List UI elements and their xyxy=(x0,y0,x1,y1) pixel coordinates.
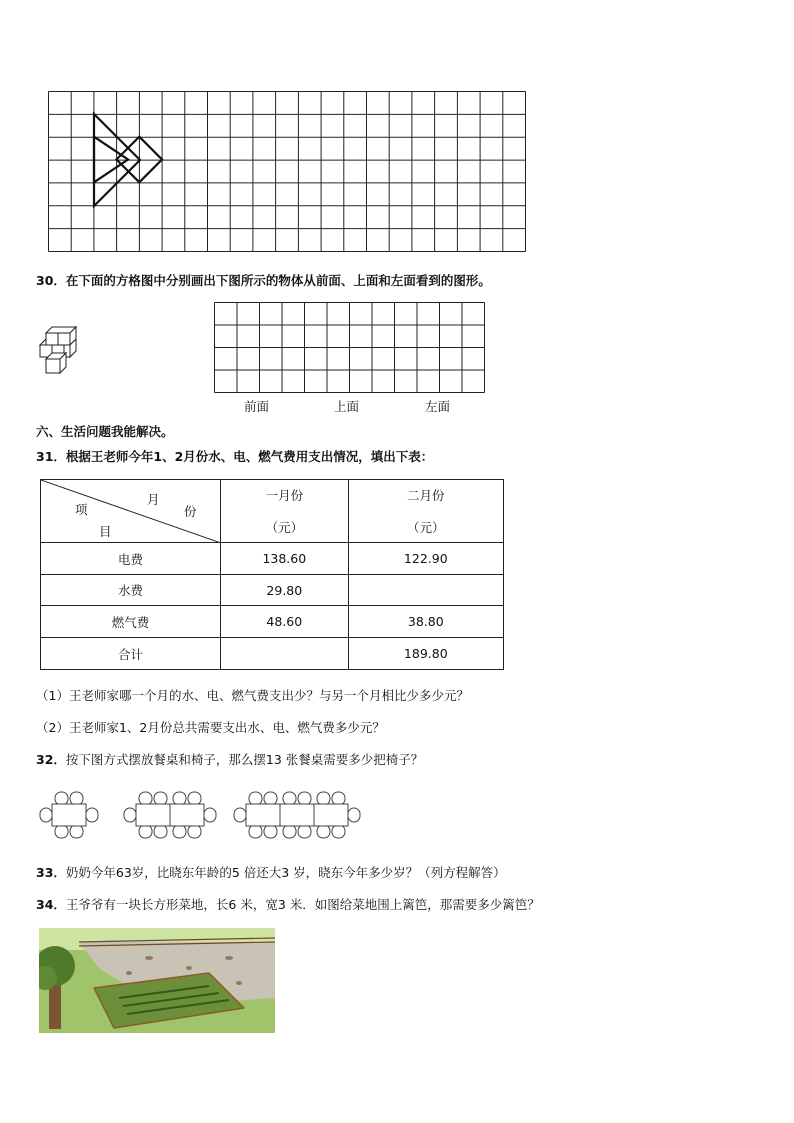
question-34: 34．王爷爷有一块长方形菜地，长6 米，宽3 米．如图给菜地围上篱笆，那需要多少篱笆？ xyxy=(36,897,540,912)
cell-jan xyxy=(221,638,349,670)
chair xyxy=(283,825,296,838)
table-row xyxy=(41,606,504,638)
chair xyxy=(86,808,98,822)
chair xyxy=(298,825,311,838)
header-month: 月 xyxy=(147,492,160,507)
row-item: 合计 xyxy=(41,638,221,670)
cell-feb: 122.90 xyxy=(348,543,503,575)
fee-table xyxy=(40,479,504,670)
cell-jan: 29.80 xyxy=(221,575,349,606)
chair xyxy=(348,808,360,822)
table-row xyxy=(41,575,504,606)
chair xyxy=(283,792,296,805)
chair xyxy=(139,825,152,838)
chair xyxy=(70,825,83,838)
question-31: 31．根据王老师今年1、2月份水、电、燃气费用支出情况，填出下表： xyxy=(36,449,434,464)
chair xyxy=(55,792,68,805)
table xyxy=(314,804,348,826)
chair xyxy=(317,825,330,838)
col-feb-unit: （元） xyxy=(407,520,445,535)
question-31-sub2: （2）王老师家1、2月份总共需要支出水、电、燃气费多少元？ xyxy=(36,720,385,735)
table xyxy=(170,804,204,826)
cell-feb: 38.80 xyxy=(348,606,503,638)
chair xyxy=(55,825,68,838)
view-label-top: 上面 xyxy=(334,399,360,414)
chair xyxy=(188,792,201,805)
cube-stack-figure xyxy=(36,325,82,377)
table xyxy=(280,804,314,826)
chair xyxy=(139,792,152,805)
header-xiang: 项 xyxy=(75,502,88,517)
view-label-front: 前面 xyxy=(244,399,270,414)
question-30: 30．在下面的方格图中分别画出下图所示的物体从前面、上面和左面看到的图形。 xyxy=(36,273,491,288)
table-row xyxy=(41,543,504,575)
col-jan-header xyxy=(221,480,349,543)
chair xyxy=(264,825,277,838)
chair xyxy=(204,808,216,822)
chair xyxy=(154,792,167,805)
table xyxy=(136,804,170,826)
tables-and-chairs-figure xyxy=(38,790,368,842)
cell-jan: 138.60 xyxy=(221,543,349,575)
q30-grid xyxy=(214,302,486,394)
table xyxy=(52,804,86,826)
vegetable-garden-illustration xyxy=(39,928,275,1033)
row-item: 燃气费 xyxy=(41,606,221,638)
col-jan-unit: （元） xyxy=(265,520,304,535)
question-32: 32．按下图方式摆放餐桌和椅子，那么摆13 张餐桌需要多少把椅子？ xyxy=(36,752,424,767)
col-feb-header xyxy=(348,480,503,543)
cell-jan: 48.60 xyxy=(221,606,349,638)
chair xyxy=(154,825,167,838)
col-jan-name: 一月份 xyxy=(265,488,304,503)
chair xyxy=(249,825,262,838)
row-item: 电费 xyxy=(41,543,221,575)
col-feb-name: 二月份 xyxy=(407,488,445,503)
chair xyxy=(234,808,246,822)
cell-feb xyxy=(348,575,503,606)
chair xyxy=(264,792,277,805)
chair xyxy=(249,792,262,805)
q29-grid xyxy=(48,91,528,253)
diagonal-header-cell xyxy=(41,480,221,543)
question-33: 33．奶奶今年63岁，比晓东年龄的5 倍还大3 岁，晓东今年多少岁？（列方程解答） xyxy=(36,865,506,880)
table xyxy=(246,804,280,826)
header-fen: 份 xyxy=(184,504,197,519)
chair xyxy=(332,825,345,838)
cell-feb: 189.80 xyxy=(348,638,503,670)
chair xyxy=(70,792,83,805)
row-item: 水费 xyxy=(41,575,221,606)
view-label-left: 左面 xyxy=(425,399,451,414)
chair xyxy=(173,825,186,838)
chair xyxy=(298,792,311,805)
chair xyxy=(124,808,136,822)
section-6-title: 六、生活问题我能解决。 xyxy=(36,424,174,439)
table-row xyxy=(41,638,504,670)
header-mu: 目 xyxy=(99,524,112,539)
question-31-sub1: （1）王老师家哪一个月的水、电、燃气费支出少？与另一个月相比少多少元？ xyxy=(36,688,469,703)
chair xyxy=(317,792,330,805)
chair xyxy=(188,825,201,838)
chair xyxy=(332,792,345,805)
chair xyxy=(173,792,186,805)
chair xyxy=(40,808,52,822)
